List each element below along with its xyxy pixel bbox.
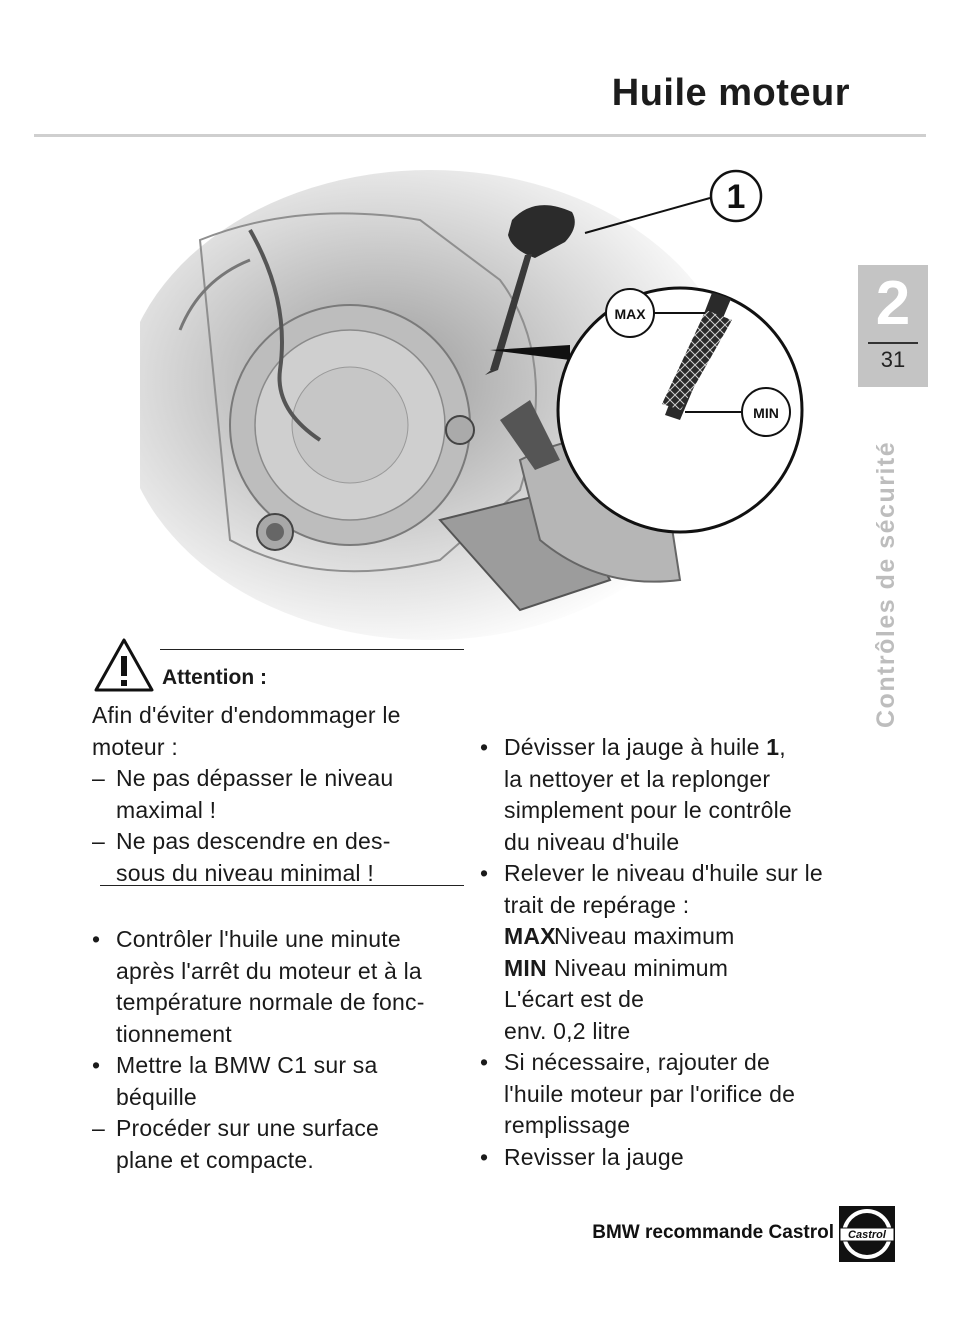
list-item: • Mettre la BMW C1 sur sa béquille <box>92 1052 378 1110</box>
chapter-number: 2 <box>875 269 911 338</box>
instructions-column-2 <box>480 732 850 1173</box>
warning-body <box>92 700 472 889</box>
list-item: • Revisser la jauge <box>480 1143 684 1170</box>
footer-recommendation: BMW recommande Castrol <box>592 1222 834 1243</box>
chapter-side-label: Contrôles de sécurité <box>872 440 900 728</box>
list-item: • Contrôler l'huile une minute après l'arrêt du moteur et à la température normale de fonc- tionnement <box>92 926 425 1047</box>
warning-intro-line: Afin d'éviter d'endommager le <box>92 702 401 728</box>
level-row: MAXNiveau maximum <box>504 923 735 949</box>
page-title: Huile moteur <box>611 72 850 114</box>
page-number: 31 <box>880 347 906 372</box>
warning-item: – Ne pas descendre en des- sous du niveau minimal ! <box>92 828 391 886</box>
level-row: MIN Niveau minimum <box>504 954 729 981</box>
castrol-logo-text: Castrol <box>848 1229 886 1241</box>
instructions-column-1 <box>92 924 472 1176</box>
warning-item: – Ne pas dépasser le niveau maximal ! <box>92 765 394 823</box>
chapter-divider <box>868 342 918 344</box>
list-item: • Relever le niveau d'huile sur le trait de repérage : MAXNiveau maximum MIN Niveau minimum L'écart est de env. 0,2 litre <box>480 858 850 1047</box>
warning-rule-top <box>160 649 464 650</box>
warning-intro-line: moteur : <box>92 733 178 760</box>
warning-icon <box>92 636 156 694</box>
header-rule <box>34 134 926 137</box>
min-label: MIN <box>753 405 779 421</box>
warning-heading: Attention : <box>162 666 267 689</box>
list-item: • Si nécessaire, rajouter de l'huile moteur par l'orifice de remplissage <box>480 1049 796 1138</box>
list-item: – Procéder sur une surface plane et compacte. <box>92 1115 380 1173</box>
dipstick-ref: 1 <box>766 734 780 760</box>
castrol-logo <box>838 1205 896 1263</box>
warning-rule-bottom <box>100 885 464 886</box>
dipstick-illustration <box>140 160 840 650</box>
max-label: MAX <box>614 306 646 322</box>
callout-1: 1 <box>726 178 746 216</box>
list-item: • Dévisser la jauge à huile 1, la nettoyer et la replonger simplement pour le contrôle du niveau d'huile <box>480 734 792 855</box>
